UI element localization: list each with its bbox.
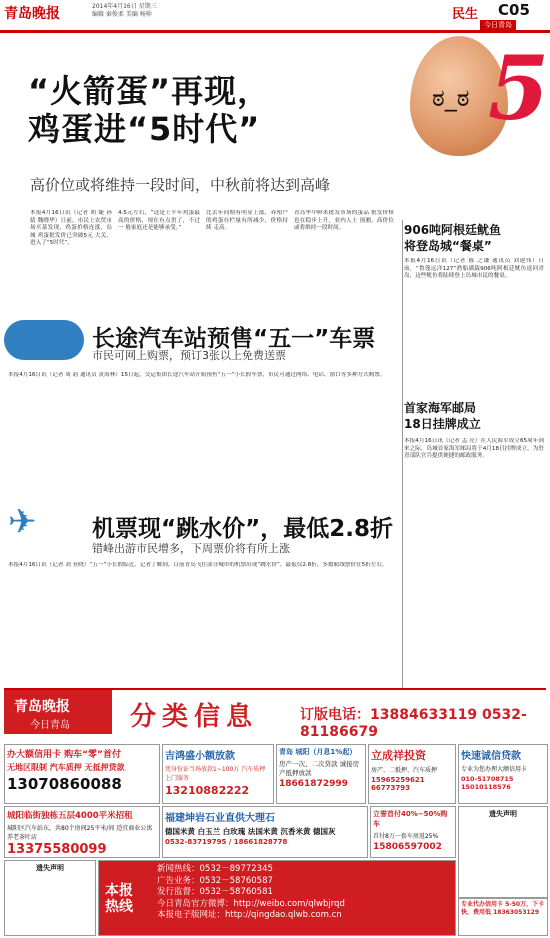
ad-title: 吉鸿盛小额放款 — [165, 751, 235, 762]
ad-line2: 凭身份证当场放款1~100万 汽车质押 上门服务 — [165, 766, 266, 782]
hotline-weibo[interactable]: 今日青岛官方微博：http://weibo.com/qlwbjrqd — [157, 898, 345, 909]
ad-title: 城阳临街独栋五层4000平米招租 — [7, 811, 133, 821]
ad-small-loan[interactable] — [162, 744, 274, 804]
hotline-news: 新闻热线：0532－89772345 — [157, 864, 273, 874]
ad-marble[interactable] — [162, 806, 368, 858]
side1-body: 本报4月16日讯（记者 陈 之谦 通讯员 刘建伟）日前，“鲁蓬远洋127”渔船满载906吨阿根廷鱿鱼返回青岛，这些鱿鱼将陆续登上岛城市民的餐桌。 — [404, 258, 544, 280]
today-tag: 今日青岛 — [480, 20, 516, 30]
ad-title: 青岛 城阳（月息1%起） — [279, 748, 357, 756]
page-number: C05 — [498, 1, 530, 19]
ad-credit-card[interactable] — [4, 744, 160, 804]
ad-lichengxiang[interactable] — [368, 744, 456, 804]
ad-fast-loan[interactable] — [458, 744, 548, 804]
hotline-site[interactable]: 本报电子版网址：http://qingdao.qlwb.com.cn — [157, 910, 342, 920]
ad-title: 立誉首付40%~50%购车 — [373, 810, 448, 828]
side1-title-line2: 将登岛城“餐桌” — [404, 239, 492, 253]
ad-line2: 房产一次、二次贷款 诚接房产抵押放款 — [279, 760, 360, 777]
masthead-editor: 编辑 秦俊柔 美编 杨帅 — [92, 11, 152, 18]
ad-title: 福建坤岩石业直供大理石 — [165, 813, 275, 824]
ad-phone: 13070860088 — [7, 775, 122, 793]
story3-subhead: 错峰出游市民增多，下周票价将有所上涨 — [92, 542, 290, 555]
big-five-graphic: 5 — [488, 36, 550, 140]
side2-body: 本报4月16日讯（记者 孟 亮）在人民海军成立65周年到来之际，岛城首家海军邮局将于4月18日挂牌成立，为驻青部队官兵提供便捷的邮政服务。 — [404, 438, 544, 460]
story1-col3: 比去年同期有明显上涨，养殖户 的鸡蛋存栏量有所减少，价格持续 走高。 — [206, 210, 288, 232]
ad-phone: 13210882222 — [165, 784, 250, 797]
story1-subhead: 高价位或将维持一段时间，中秋前将达到高峰 — [30, 176, 331, 194]
story1-headline-line2: 鸡蛋进“5时代” — [28, 110, 261, 148]
story3-body: 本报4月16日讯（记者 刘 亚晓）“五一”小长假临近，记者了解到，目前青岛飞往部分城市的机票出现“跳水价”，最低仅2.8折，多数航线票价在5折左右。 — [8, 562, 388, 568]
story1-col1: 本报4月16日讯（记者 胡 婕 孙婧 魏晓华）日前，市民上农贸市场买菜发现，鸡蛋价格连涨，岛城 鸡蛋批发价已突破5元 大关，进入了“5时代”。 — [30, 210, 112, 247]
classified-logo-sub: 今日青岛 — [30, 720, 70, 731]
airplane-icon: ✈ — [8, 502, 37, 542]
angry-face-icon: ಠ_ಠ — [432, 84, 470, 112]
side2-title-line2: 18日挂牌成立 — [404, 417, 481, 431]
ad-phone: 18661872999 — [279, 779, 348, 789]
ad-phone: 15965259621 66773793 — [371, 776, 425, 792]
bus-icon — [4, 320, 84, 360]
story2-subhead: 市民可网上购票，预订3张以上免费送票 — [92, 349, 286, 362]
story2-headline: 长途汽车站预售“五一”车票 — [92, 326, 376, 352]
ad-line2: 房产、二抵押、汽车质押 — [371, 767, 438, 774]
ad-chengyang[interactable] — [276, 744, 366, 804]
side1-title-line1: 906吨阿根廷鱿鱼 — [404, 223, 502, 237]
hotline-distribution: 发行监督：0532－58760581 — [157, 887, 273, 897]
story1-headline-line1: “火箭蛋”再现， — [28, 72, 271, 110]
masthead-rule — [0, 30, 550, 33]
ad-phone: 0532-83719795 / 18661828778 — [165, 838, 288, 846]
ad-title: 快速诚信贷款 — [461, 751, 521, 762]
lost-notice-left — [4, 860, 96, 936]
ad-phone: 010-51708715 15010118576 — [461, 775, 514, 791]
side2-title-line1: 首家海军邮局 — [404, 401, 477, 415]
ad-phone: 15806597002 — [373, 842, 442, 852]
story2-body: 本报4月16日讯（记者 周 韵 通讯员 黄海林）15日起，交运集团长途汽车站开始预售“五一”小长假车票，市民可通过网络、电话、窗口等多种方式购票。 — [8, 372, 386, 378]
masthead-meta — [92, 3, 157, 19]
masthead-date: 2014年4月16日 星期三 — [92, 3, 157, 10]
ad-line2: 德国米黄 白玉兰 白玫瑰 法国米黄 沉香米黄 德国灰 — [165, 827, 336, 836]
ad-lost-notice-right[interactable] — [458, 806, 548, 898]
ad-line2: 无地区限制 汽车质押 无抵押贷款 — [7, 763, 125, 772]
hotline-label: 本报热线 — [105, 883, 133, 915]
story1-headline — [28, 72, 270, 148]
side1-title — [404, 222, 544, 254]
classified-hotline: 订版电话：13884633119 0532-81186679 — [300, 707, 527, 740]
side2-title — [404, 400, 544, 432]
story1-col2: 4.5元左右，“这是上半年鸡蛋最 高的价格，现在有点贵了，不过一 般家庭还是能够承受。” — [118, 210, 200, 232]
ad-line2: 专业为您办理大额信用卡 — [461, 766, 528, 773]
ad-line2: 首付8万一套车房返25% — [373, 833, 439, 840]
story3-headline: 机票现“跳水价”，最低2.8折 — [92, 516, 393, 542]
masthead-logo: 青岛晚报 — [4, 6, 60, 22]
classified-logo — [4, 690, 112, 734]
hotline-box — [98, 860, 456, 936]
ad-title: 立成祥投资 — [371, 749, 426, 762]
hotline-ad: 广告业务：0532－58760587 — [157, 875, 273, 886]
lost-notice-title: 遗失声明 — [36, 864, 64, 872]
story1-col4: 青岛华中鲜米批发市场的蛋品 批发价格也在稳步上升，业内人士 预测，高价位或将维持一段时间。 — [294, 210, 394, 232]
ad-title: 办大额信用卡 购车“零”首付 — [7, 750, 121, 760]
classified-title: 分类信息 — [130, 702, 259, 732]
sidebar-divider — [402, 220, 403, 740]
ad-building-rent[interactable] — [4, 806, 160, 858]
ad-line2: 城阳区汽车站东，共80个房间25平米/间 适宜商业公寓养老茶叶店 — [7, 825, 153, 841]
ad-credit-card-agent[interactable] — [458, 898, 548, 936]
section-label: 民生 — [452, 7, 479, 22]
ad-car-down-payment[interactable] — [370, 806, 456, 858]
ad-title: 遗失声明 — [489, 810, 517, 818]
ad-credit-card-agent-text: 专业代办信用卡 5-50万，下卡快，费用低 18363053129 — [461, 901, 545, 916]
classified-logo-text: 青岛晚报 — [14, 699, 70, 715]
ad-phone: 13375580099 — [7, 842, 107, 857]
